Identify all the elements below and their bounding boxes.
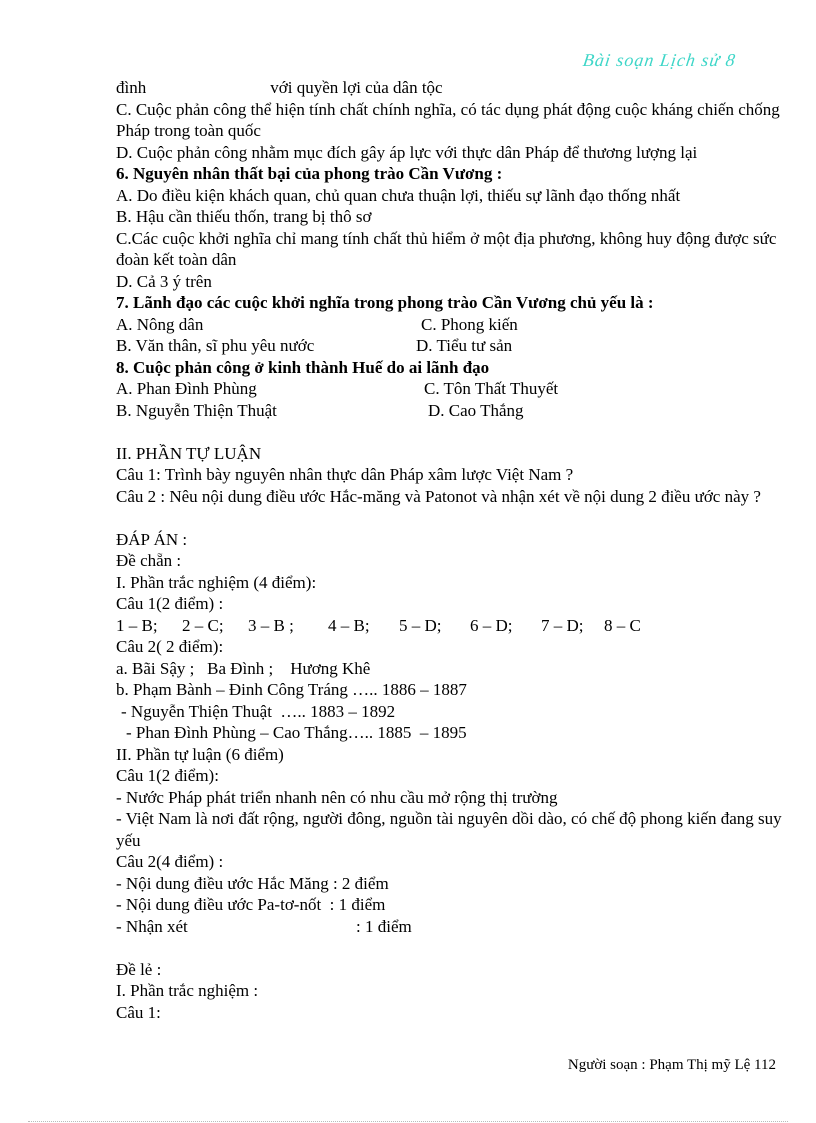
text-fragment: : 1 điểm [356,916,412,936]
option-b: B. Văn thân, sĩ phu yêu nước [116,336,315,355]
text-line: Đề chẵn : [116,551,182,570]
text-line: Câu 1: [116,1002,161,1022]
answer-key-row [116,615,786,637]
answer-item: 4 – B; [328,615,370,635]
page-footer: Người soạn : Phạm Thị mỹ Lệ 112 [567,1057,776,1073]
question-6: 6. Nguyên nhân thất bại của phong trào Cần Vương : [116,164,503,183]
text-line: - Việt Nam là nơi đất rộng, người đông, nguồn tài nguyên dồi dào, có chế độ phong kiến đang suy yếu [116,809,782,850]
text-fragment: với quyền lợi của dân tộc [270,78,443,97]
option-c: C.Các cuộc khởi nghĩa chỉ mang tính chất thủ hiểm ở một địa phương, không huy động được sức đoàn kết toàn dân [116,228,777,269]
document-body [116,77,786,1023]
answer-item: 5 – D; [399,615,442,635]
text-line [116,916,786,938]
text-line: Câu 1(2 điểm) : [116,594,224,613]
text-line: Câu 1(2 điểm): [116,766,219,785]
page-divider [28,1121,788,1122]
option-row [116,335,786,357]
answer-item: 2 – C; [182,615,224,635]
option-row [116,400,786,422]
text-line: I. Phần trắc nghiệm : [116,981,259,1000]
header-watermark: Bài soạn Lịch sử 8 [581,50,738,70]
text-line: a. Bãi Sậy ; Ba Đình ; Hương Khê [116,658,371,678]
option-b: B. Nguyễn Thiện Thuật [116,400,277,420]
option-c: C. Cuộc phản công thể hiện tính chất chính nghĩa, có tác dụng phát động cuộc kháng chiến chống Pháp trong toàn quốc [116,99,780,140]
text-line: b. Phạm Bành – Đinh Công Tráng ….. 1886 – 1887 [116,680,467,699]
text-line: Câu 2(4 điểm) : [116,852,224,871]
option-a: A. Do điều kiện khách quan, chủ quan chưa thuận lợi, thiếu sự lãnh đạo thống nhất [116,185,681,205]
option-row [116,314,786,336]
text-fragment: đình [116,78,147,97]
answer-item: 3 – B ; [248,615,294,635]
text-line [116,77,786,99]
option-d: D. Cao Thắng [428,400,524,420]
essay-question: Câu 2 : Nêu nội dung điều ước Hắc-măng và Patonot và nhận xét về nội dung 2 điều ước này ? [116,486,761,506]
question-8: 8. Cuộc phản công ở kinh thành Huế do ai lãnh đạo [116,357,490,377]
option-row [116,378,786,400]
option-b: B. Hậu cần thiếu thốn, trang bị thô sơ [116,207,372,226]
question-7: 7. Lãnh đạo các cuộc khởi nghĩa trong phong trào Cần Vương chủ yếu là : [116,293,654,312]
option-d: D. Cuộc phản công nhằm mục đích gây áp lực với thực dân Pháp để thương lượng lại [116,142,698,162]
option-c: C. Tôn Thất Thuyết [424,379,559,398]
text-line: Câu 2( 2 điểm): [116,637,224,656]
answer-item: 7 – D; [541,615,584,635]
answer-item: 6 – D; [470,615,513,635]
text-line: II. Phần tự luận (6 điểm) [116,744,284,764]
option-a: A. Nông dân [116,314,204,334]
option-d: D. Tiểu tư sản [416,336,513,355]
text-line: - Nội dung điều ước Hắc Măng : 2 điểm [116,873,389,893]
text-line: I. Phần trắc nghiệm (4 điểm): [116,572,317,592]
text-line: Đề lẻ : [116,959,162,979]
answer-item: 8 – C [604,615,641,635]
text-line: - Nội dung điều ước Pa-tơ-nốt : 1 điểm [116,895,386,914]
text-fragment: - Nhận xét [116,916,188,936]
answers-heading: ĐÁP ÁN : [116,529,188,549]
option-d: D. Cả 3 ý trên [116,271,212,291]
text-line: - Nước Pháp phát triển nhanh nên có nhu cầu mở rộng thị trường [116,787,558,807]
text-line: - Nguyễn Thiện Thuật ….. 1883 – 1892 [121,701,396,721]
option-c: C. Phong kiến [421,314,518,334]
option-a: A. Phan Đình Phùng [116,379,257,398]
section-heading: II. PHẦN TỰ LUẬN [116,443,262,463]
answer-item: 1 – B; [116,615,158,635]
essay-question: Câu 1: Trình bày nguyên nhân thực dân Pháp xâm lược Việt Nam ? [116,465,574,484]
text-line: - Phan Đình Phùng – Cao Thắng….. 1885 – 1895 [126,723,467,742]
